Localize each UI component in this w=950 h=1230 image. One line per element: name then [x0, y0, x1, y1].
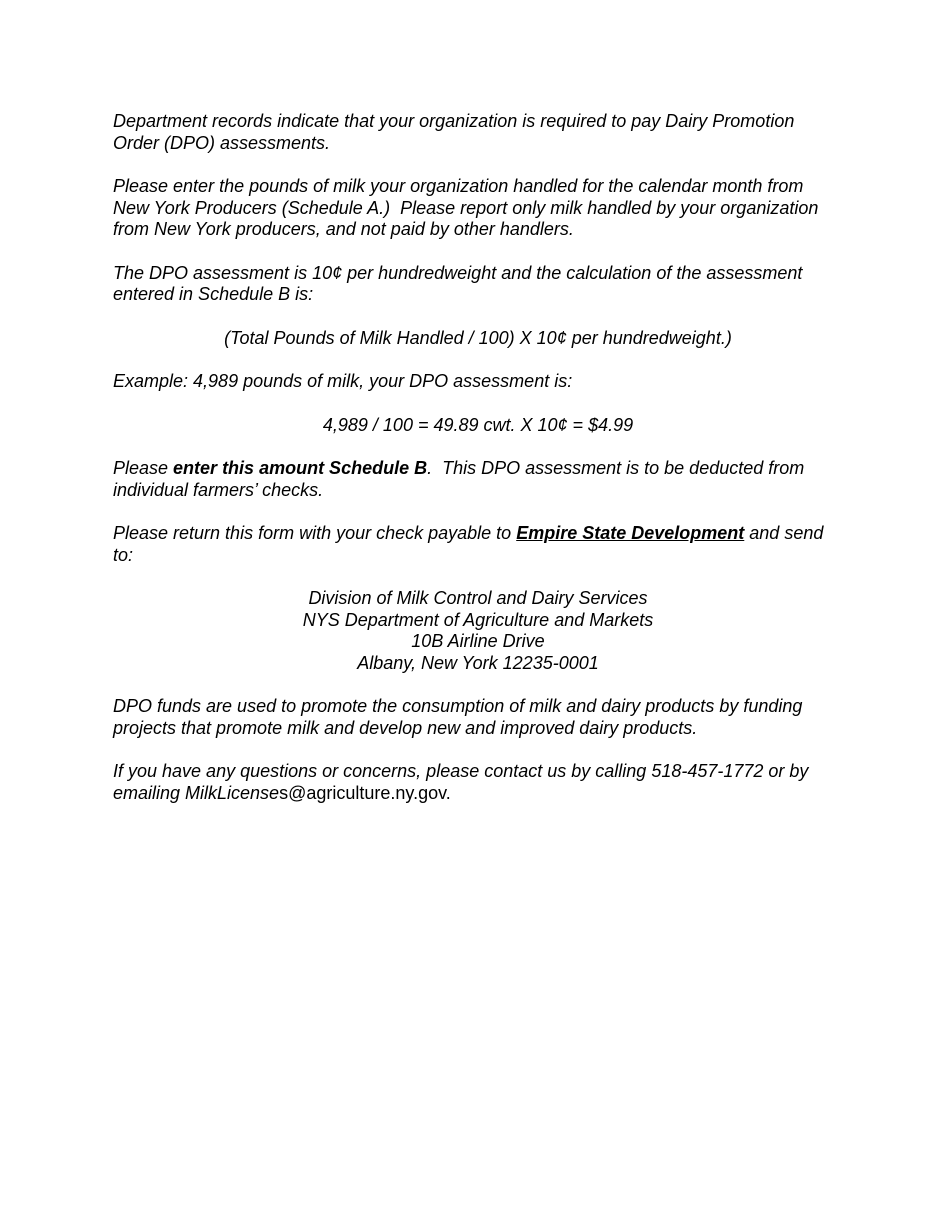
- schedule-b-emphasis: enter this amount Schedule B: [173, 458, 428, 478]
- address-line-city: Albany, New York 12235-0001: [357, 652, 599, 673]
- address-line-department: NYS Department of Agriculture and Markets: [302, 609, 654, 630]
- assessment-formula: (Total Pounds of Milk Handled / 100) X 10¢ per hundredweight.): [224, 327, 732, 348]
- schedule-b-prefix: Please: [113, 458, 174, 478]
- address-line-street: 10B Airline Drive: [411, 631, 545, 651]
- intro-paragraph: Department records indicate that your organization is required to pay Dairy Promotion Order (DPO) assessments.: [113, 111, 795, 153]
- mailing-address: [113, 588, 843, 674]
- return-instructions-paragraph: [113, 523, 843, 566]
- return-prefix: Please return this form with your check payable to: [113, 523, 517, 543]
- schedule-b-suffix: . This DPO assessment is to be deducted from individual farmers’ checks.: [113, 458, 805, 500]
- instructions-paragraph: Please enter the pounds of milk your organization handled for the calendar month from New York Producers (Schedule A.) Please report only milk handled by your organization from New York producers, and not paid by other handlers.: [113, 176, 819, 239]
- dpo-funds-paragraph: DPO funds are used to promote the consumption of milk and dairy products by funding projects that promote milk and develop new and improved dairy products.: [113, 696, 803, 738]
- example-calculation: 4,989 / 100 = 49.89 cwt. X 10¢ = $4.99: [322, 414, 634, 435]
- contact-email-rest: s@agriculture.ny.gov.: [279, 782, 451, 803]
- schedule-b-paragraph: [113, 458, 843, 501]
- document-body: [113, 111, 843, 826]
- payee-name: Empire State Development: [516, 523, 745, 543]
- address-line-division: Division of Milk Control and Dairy Services: [308, 588, 648, 608]
- assessment-rate-paragraph: The DPO assessment is 10¢ per hundredweight and the calculation of the assessment entered in Schedule B is:: [113, 262, 803, 304]
- example-paragraph: Example: 4,989 pounds of milk, your DPO assessment is:: [113, 371, 573, 391]
- return-suffix: and send to:: [113, 523, 824, 565]
- contact-paragraph: [113, 761, 843, 804]
- contact-text: If you have any questions or concerns, please contact us by calling 518-457-1772 or by emailing MilkLicense: [113, 761, 809, 803]
